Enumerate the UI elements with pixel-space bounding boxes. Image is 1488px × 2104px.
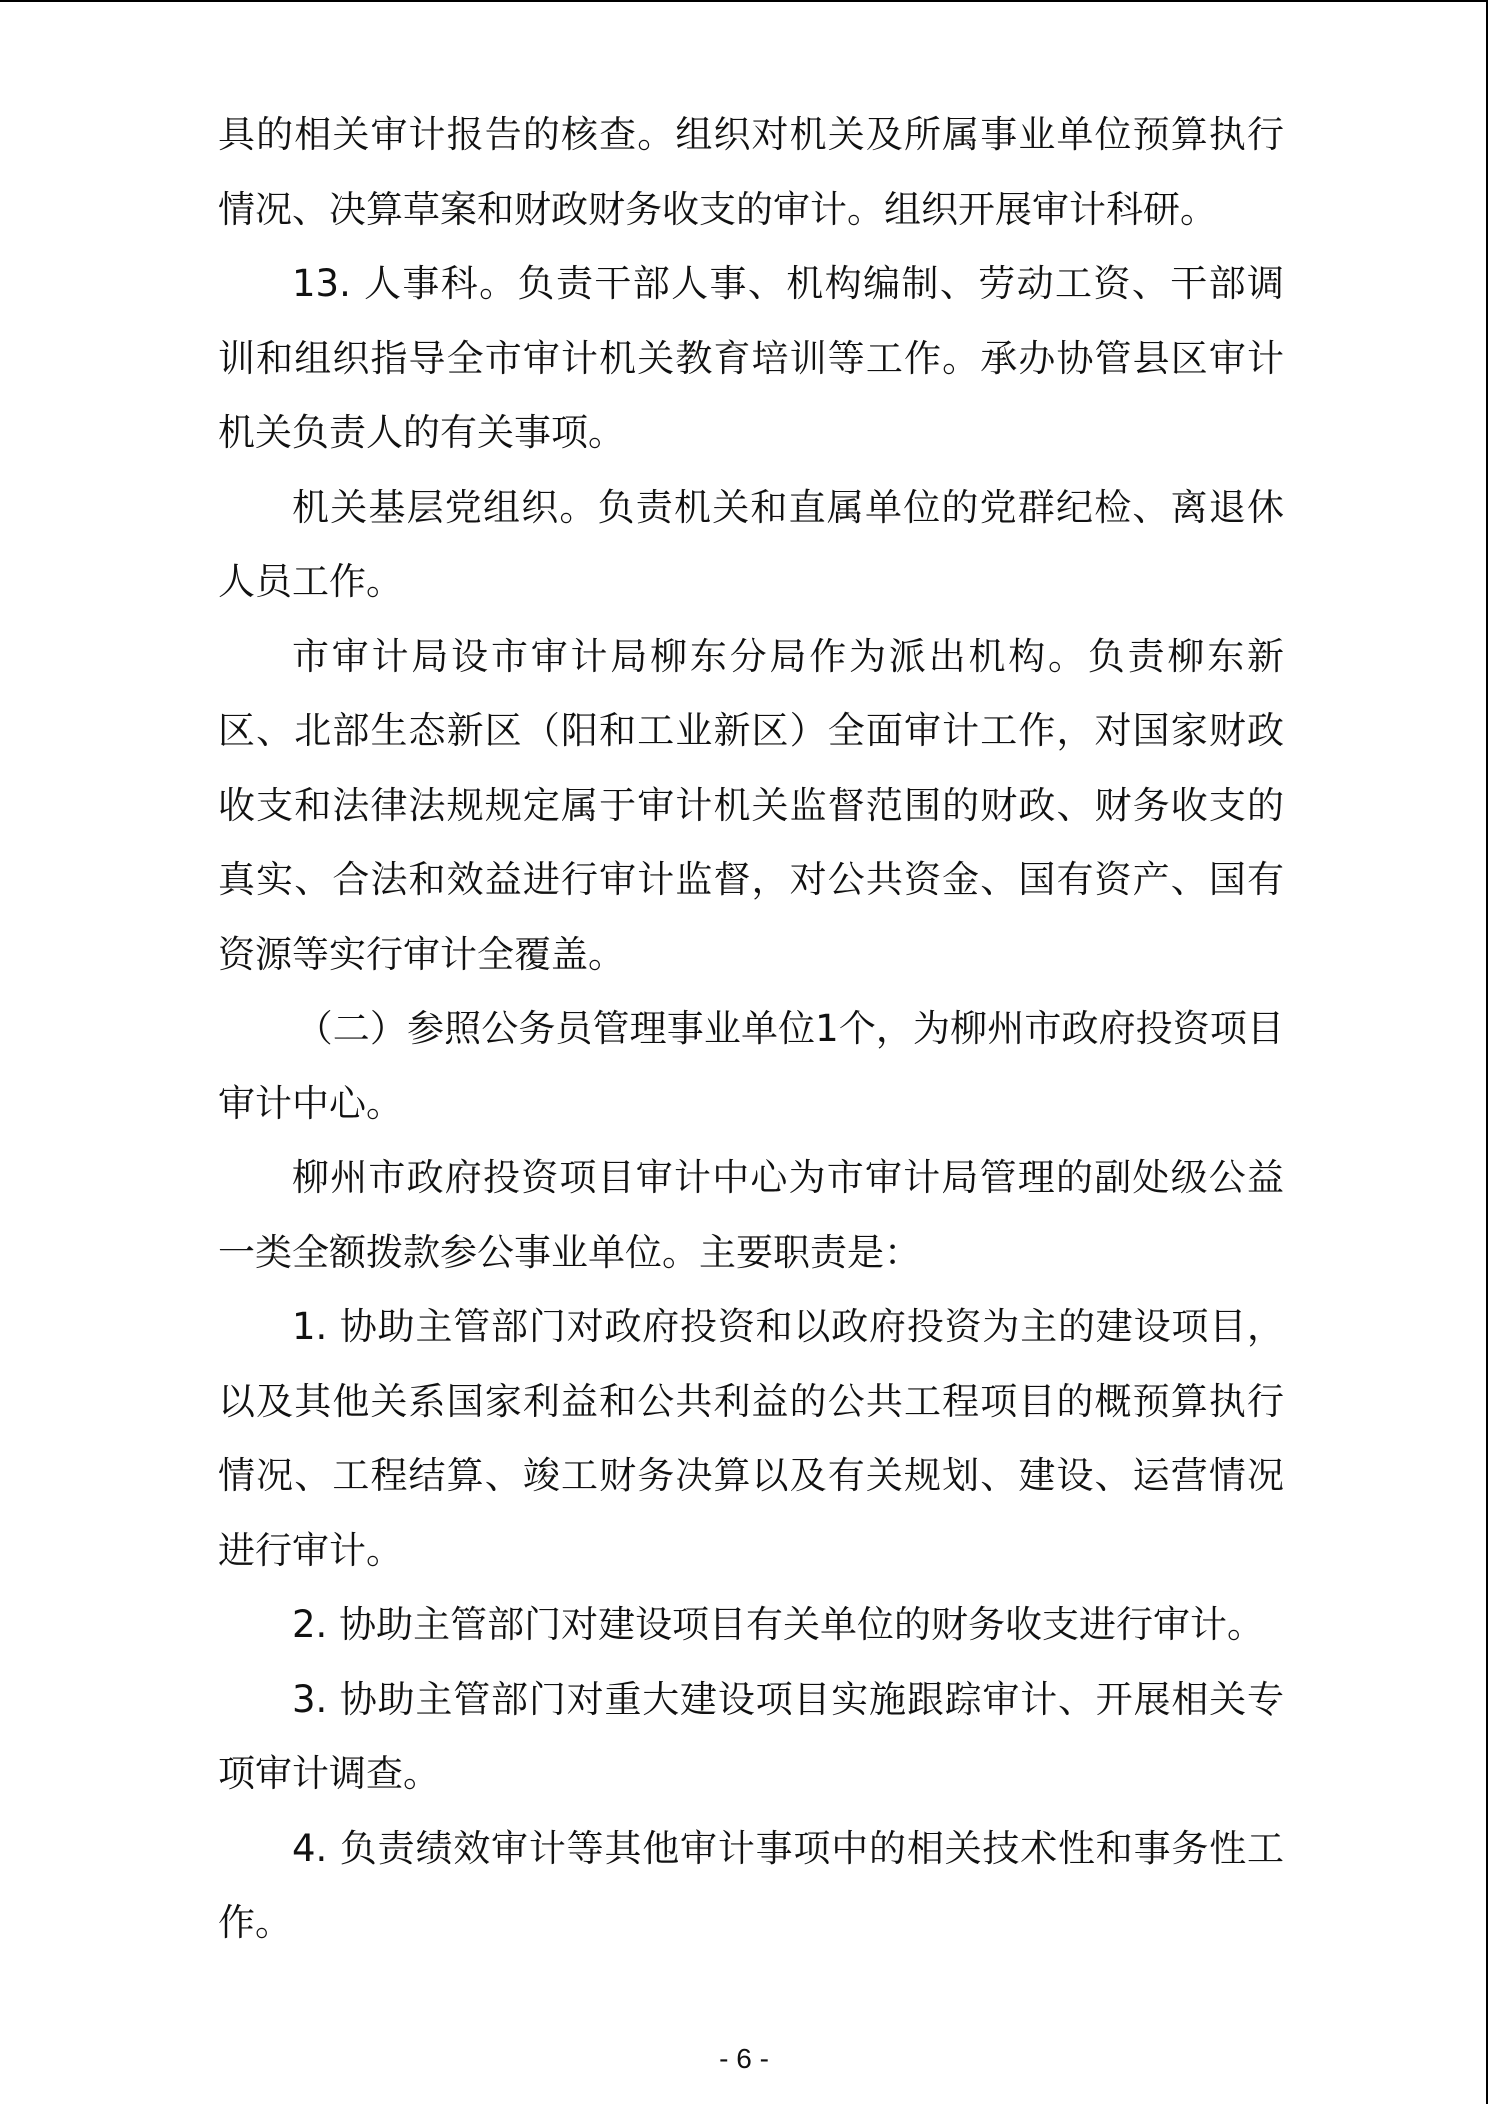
paragraph-public-institution: （二）参照公务员管理事业单位1个，为柳州市政府投资项目审计中心。: [218, 1007, 1284, 1125]
paragraph-duty-3: 3. 协助主管部门对重大建设项目实施跟踪审计、开展相关专项审计调查。: [218, 1677, 1284, 1795]
paragraph-party-organization: 机关基层党组织。负责机关和直属单位的党群纪检、离退休人员工作。: [218, 485, 1284, 603]
paragraph-duty-2: 2. 协助主管部门对建设项目有关单位的财务收支进行审计。: [292, 1603, 1265, 1646]
document-body: [218, 98, 1284, 1961]
page-top-border: [0, 0, 1488, 2]
paragraph-continuation: 具的相关审计报告的核查。组织对机关及所属事业单位预算执行情况、决算草案和财政财务收支的审计。组织开展审计科研。: [218, 113, 1284, 231]
paragraph-personnel-section: 13. 人事科。负责干部人事、机构编制、劳动工资、干部调训和组织指导全市审计机关教育培训等工作。承办协管县区审计机关负责人的有关事项。: [218, 262, 1284, 454]
page-number: - 6 -: [719, 2043, 769, 2074]
paragraph-duty-4: 4. 负责绩效审计等其他审计事项中的相关技术性和事务性工作。: [218, 1826, 1284, 1944]
paragraph-audit-center-intro: 柳州市政府投资项目审计中心为市审计局管理的副处级公益一类全额拨款参公事业单位。主要职责是：: [218, 1156, 1284, 1274]
paragraph-duty-1: 1. 协助主管部门对政府投资和以政府投资为主的建设项目，以及其他关系国家利益和公共利益的公共工程项目的概预算执行情况、工程结算、竣工财务决算以及有关规划、建设、运营情况进行审计。: [218, 1305, 1284, 1572]
paragraph-liudong-branch: 市审计局设市审计局柳东分局作为派出机构。负责柳东新区、北部生态新区（阳和工业新区）全面审计工作，对国家财政收支和法律法规规定属于审计机关监督范围的财政、财务收支的真实、合法和效益进行审计监督，对公共资金、国有资产、国有资源等实行审计全覆盖。: [218, 634, 1284, 976]
